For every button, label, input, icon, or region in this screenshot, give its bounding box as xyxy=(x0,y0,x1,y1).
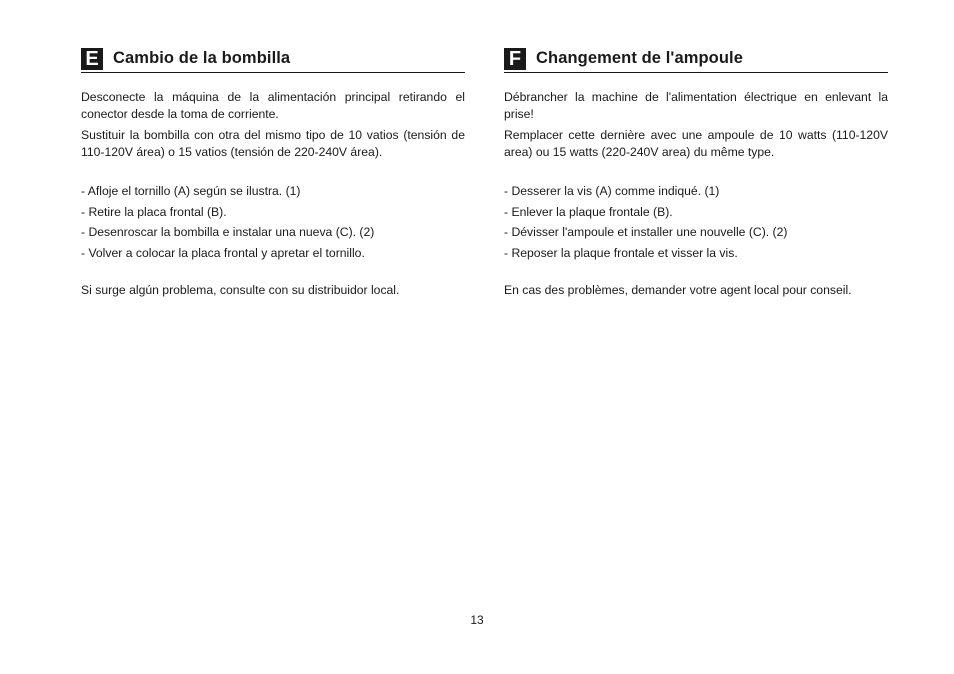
spanish-steps-list xyxy=(81,183,465,261)
list-item: - Afloje el tornillo (A) según se ilustra. (1) xyxy=(81,184,301,198)
spanish-heading xyxy=(81,47,465,73)
spanish-paragraph-1: Desconecte la máquina de la alimentación principal retirando el conector desde la toma de corriente. xyxy=(81,90,465,121)
list-item: - Enlever la plaque frontale (B). xyxy=(504,204,673,219)
page-number: 13 xyxy=(470,613,484,627)
list-item: - Desenroscar la bombilla e instalar una nueva (C). (2) xyxy=(81,225,375,239)
french-heading xyxy=(504,47,888,73)
list-item: - Volver a colocar la placa frontal y apretar el tornillo. xyxy=(81,245,365,260)
french-paragraph-1: Débrancher la machine de l'alimentation électrique en enlevant la prise! xyxy=(504,90,888,121)
french-paragraph-2: Remplacer cette dernière avec une ampoule de 10 watts (110-120V area) ou 15 watts (220-240V area) du même type. xyxy=(504,128,888,159)
french-note: En cas des problèmes, demander votre agent local pour conseil. xyxy=(504,283,852,297)
spanish-note: Si surge algún problema, consulte con su distribuidor local. xyxy=(81,283,400,297)
french-steps-list xyxy=(504,183,888,261)
language-badge-f: F xyxy=(504,48,526,70)
french-section xyxy=(504,47,888,299)
language-badge-e: E xyxy=(81,48,103,70)
list-item: - Desserer la vis (A) comme indiqué. (1) xyxy=(504,184,720,198)
list-item: - Dévisser l'ampoule et installer une nouvelle (C). (2) xyxy=(504,225,788,239)
spanish-paragraph-2: Sustituir la bombilla con otra del mismo tipo de 10 vatios (tensión de 110-120V área) o 15 vatios (tensión de 220-240V área). xyxy=(81,128,465,159)
french-title: Changement de l'ampoule xyxy=(536,49,744,67)
list-item: - Reposer la plaque frontale et visser la vis. xyxy=(504,245,738,260)
spanish-title: Cambio de la bombilla xyxy=(113,49,291,67)
spanish-section xyxy=(81,47,465,299)
list-item: - Retire la placa frontal (B). xyxy=(81,204,227,219)
